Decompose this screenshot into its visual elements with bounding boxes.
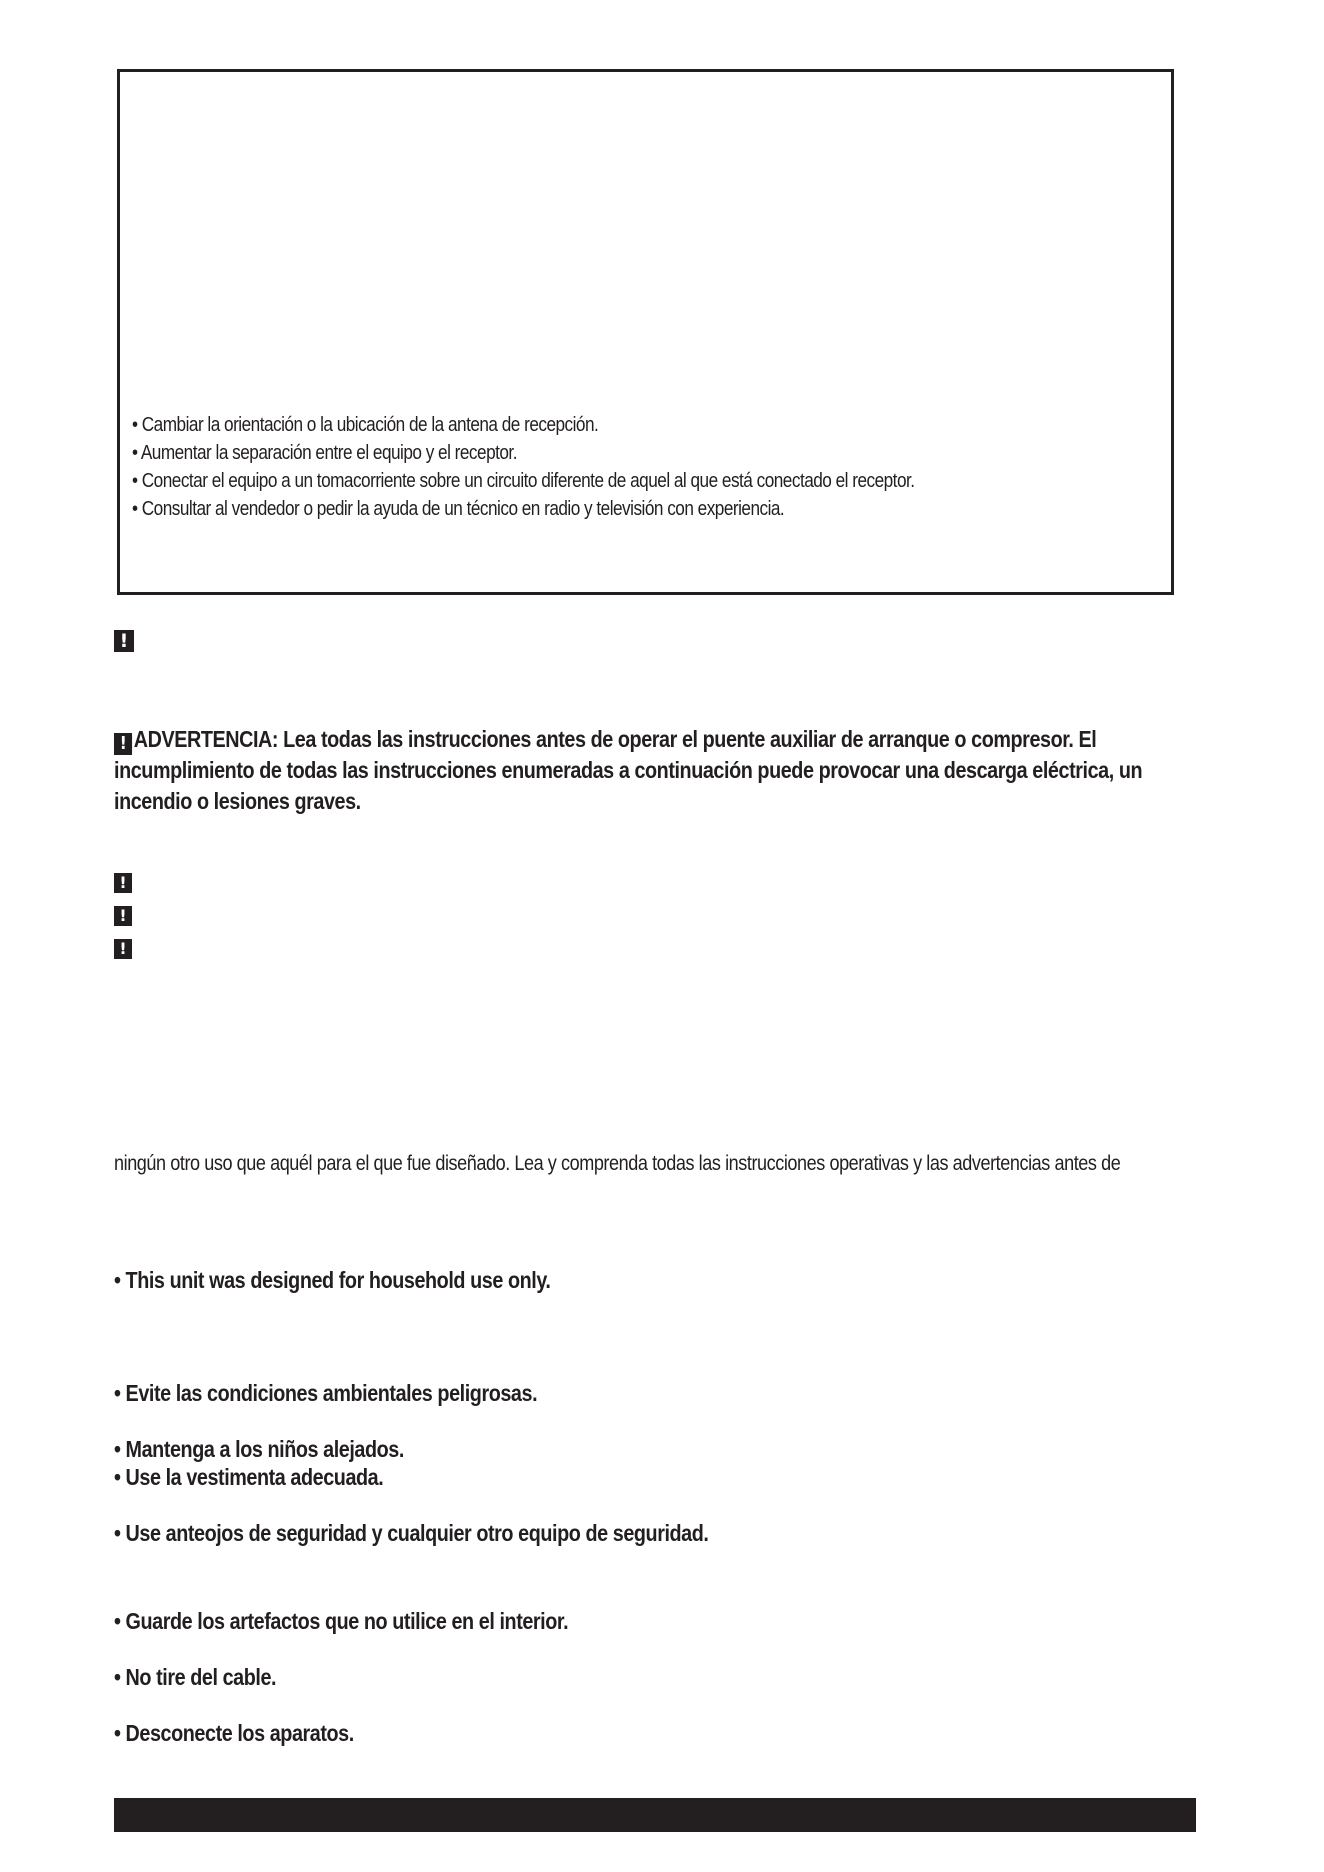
safety-item: • No tire del cable.: [114, 1664, 277, 1690]
warning-text: ADVERTENCIA: Lea todas las instrucciones antes de operar el puente auxiliar de arranque o compresor. El incumplimiento de todas las instrucciones enumeradas a continuación puede provocar una descarga eléctrica, un incendio o lesiones graves.: [114, 726, 1143, 814]
safety-item: • Evite las condiciones ambientales peligrosas.: [114, 1380, 538, 1406]
interference-remedies-list: [132, 411, 1042, 523]
general-warning: [114, 724, 1192, 817]
warning-icon: !: [114, 873, 132, 893]
list-item: • Aumentar la separación entre el equipo y el receptor.: [132, 442, 517, 464]
safety-item: • Mantenga a los niños alejados.: [114, 1436, 404, 1462]
warning-icon: !: [114, 906, 132, 926]
warning-icon: !: [114, 630, 134, 652]
list-item: • Conectar el equipo a un tomacorriente sobre un circuito diferente de aquel al que está conectado el receptor.: [132, 470, 915, 492]
safety-item: • Use la vestimenta adecuada.: [114, 1464, 384, 1490]
intended-use-text: ningún otro uso que aquél para el que fue diseñado. Lea y comprenda todas las instrucciones operativas y las advertencias antes de: [114, 1152, 1121, 1175]
warning-icon: !: [114, 939, 132, 959]
list-item: • Cambiar la orientación o la ubicación de la antena de recepción.: [132, 414, 599, 436]
warning-icon: !: [114, 733, 132, 755]
footer-bar: [114, 1798, 1196, 1832]
safety-item: • This unit was designed for household use only.: [114, 1267, 551, 1293]
safety-item: • Guarde los artefactos que no utilice en el interior.: [114, 1608, 569, 1634]
safety-item: • Desconecte los aparatos.: [114, 1720, 354, 1746]
fcc-interference-box: [117, 69, 1174, 595]
safety-item: • Use anteojos de seguridad y cualquier otro equipo de seguridad.: [114, 1520, 709, 1546]
list-item: • Consultar al vendedor o pedir la ayuda de un técnico en radio y televisión con experiencia.: [132, 498, 785, 520]
